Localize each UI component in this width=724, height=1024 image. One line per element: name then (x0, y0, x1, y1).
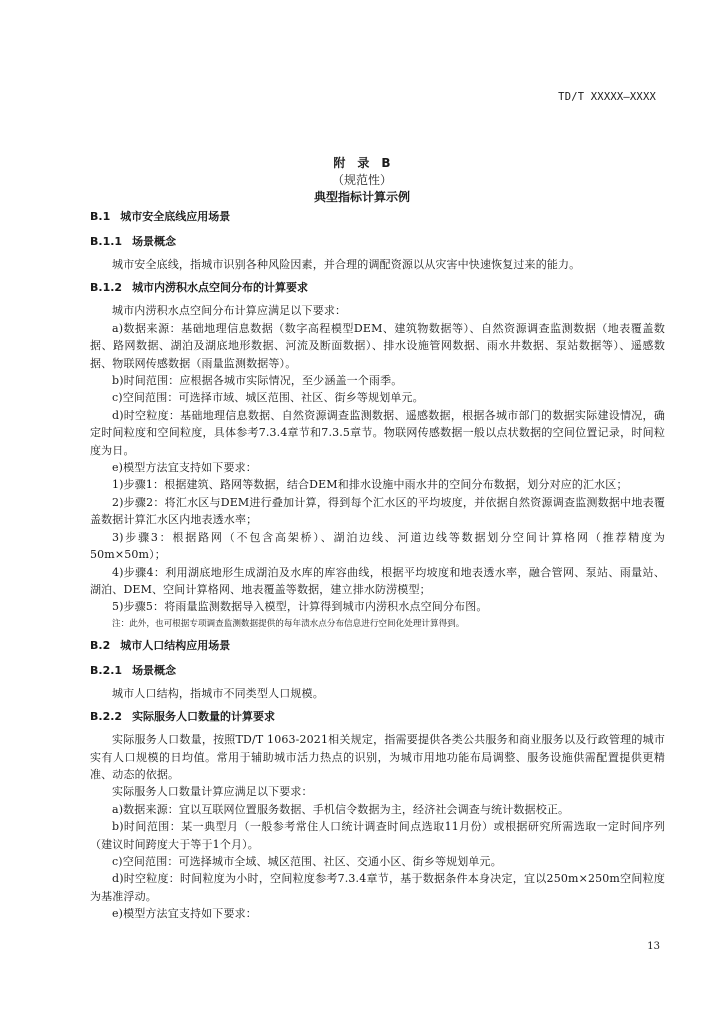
list-item: e)模型方法宜支持如下要求： (112, 907, 257, 921)
list-item: c)空间范围：可选择城市全域、城区范围、社区、交通小区、街乡等规划单元。 (112, 854, 502, 868)
section-number: B.1.2 (90, 281, 123, 295)
note: 注：此外，也可根据专项调查监测数据提供的每年渍水点分布信息进行空间化处理计算得到。 (112, 618, 465, 629)
list-item: d)时空粒度：时间粒度为小时，空间粒度参考7.3.4章节，基于数据条件本身决定，宜以250m×250m空间粒度为基准浮动。 (90, 872, 665, 903)
section-number: B.2.1 (90, 663, 123, 677)
section-title: 城市安全底线应用场景 (120, 210, 231, 223)
paragraph: 城市人口结构，指城市不同类型人口规模。 (112, 686, 324, 700)
list-item: a)数据来源：宜以互联网位置服务数据、手机信令数据为主，经济社会调查与统计数据校正。 (112, 802, 570, 816)
list-item: c)空间范围：可选择市域、城区范围、社区、街乡等规划单元。 (112, 391, 424, 405)
section-title: 实际服务人口数量的计算要求 (132, 710, 276, 724)
paragraph: 城市内涝积水点空间分布计算应满足以下要求： (112, 304, 347, 318)
page-number: 13 (647, 941, 660, 952)
section-number: B.2 (90, 638, 111, 652)
list-item: b)时间范围：某一典型月（一般参考常住人口统计调查时间点选取11月份）或根据研究所需选取一定时间序列（建议时间跨度大于等于1个月）。 (90, 820, 665, 851)
section-b21-heading (90, 662, 665, 679)
section-title: 场景概念 (132, 663, 177, 677)
step-item: 3)步骤3：根据路网（不包含高架桥）、湖泊边线、河道边线等数据划分空间计算格网（推荐精度为50m×50m）； (90, 530, 665, 562)
step-item: 4)步骤4：利用湖底地形生成湖泊及水库的库容曲线，根据平均坡度和地表透水率，融合管网、泵站、雨量站、湖泊、DEM、空间计算格网、地表覆盖等数据，建立排水防涝模型； (90, 565, 665, 596)
section-b11-heading (90, 233, 665, 250)
section-title: 城市内涝积水点空间分布的计算要求 (132, 281, 309, 295)
appendix-title: 附 录 B (333, 156, 391, 170)
paragraph: 实际服务人口数量计算应满足以下要求： (112, 785, 313, 799)
section-b1-heading (90, 208, 665, 225)
appendix-type: （规范性） (331, 173, 392, 187)
list-item: e)模型方法宜支持如下要求： (112, 461, 257, 475)
main-content (90, 208, 665, 923)
list-item: a)数据来源：基础地理信息数据（数字高程模型DEM、建筑物数据等）、自然资源调查监测数据（地表覆盖数据、路网数据、湖泊及湖底地形数据、河流及断面数据）、排水设施管网数据、雨水井数据、泵站数据等）、遥感数据、物联网传感数据（雨量监测数据等）。 (90, 321, 665, 370)
paragraph: 实际服务人口数量，按照TD/T 1063-2021相关规定，指需要提供各类公共服务和商业服务以及行政管理的城市实有人口规模的日均值。常用于辅助城市活力热点的识别，为城市用地功能布局调整、服务设施供需配置提供更精准、动态的依据。 (90, 733, 665, 781)
step-item: 2)步骤2：将汇水区与DEM进行叠加计算，得到每个汇水区的平均坡度，并依据自然资源调查监测数据中地表覆盖数据计算汇水区内地表透水率； (90, 495, 665, 527)
appendix-heading (0, 155, 724, 206)
section-b2-heading (90, 637, 665, 654)
step-item: 1)步骤1：根据建筑、路网等数据，结合DEM和排水设施中雨水井的空间分布数据，划分对应的汇水区； (112, 478, 628, 492)
section-title: 城市人口结构应用场景 (120, 638, 231, 652)
paragraph: 城市安全底线，指城市识别各种风险因素，并合理的调配资源以从灾害中快速恢复过来的能力。 (112, 258, 581, 271)
section-b22-heading (90, 708, 665, 725)
list-item: d)时空粒度：基础地理信息数据、自然资源调查监测数据、遥感数据，根据各城市部门的数据实际建设情况，确定时间粒度和空间粒度，具体参考7.3.4章节和7.3.5章节。物联网传感数据一般以点状数据的空间位置记录，时间粒度为日。 (90, 408, 665, 457)
section-number: B.1.1 (90, 235, 123, 248)
standard-code: TD/T XXXXX—XXXX (558, 91, 656, 103)
section-number: B.2.2 (90, 710, 123, 724)
section-b12-heading (90, 279, 665, 296)
appendix-subtitle: 典型指标计算示例 (313, 190, 410, 204)
step-item: 5)步骤5：将雨量监测数据导入模型，计算得到城市内涝积水点空间分布图。 (112, 600, 488, 614)
section-number: B.1 (90, 210, 111, 223)
list-item: b)时间范围：应根据各城市实际情况，至少涵盖一个雨季。 (112, 374, 403, 388)
section-title: 场景概念 (132, 235, 177, 248)
